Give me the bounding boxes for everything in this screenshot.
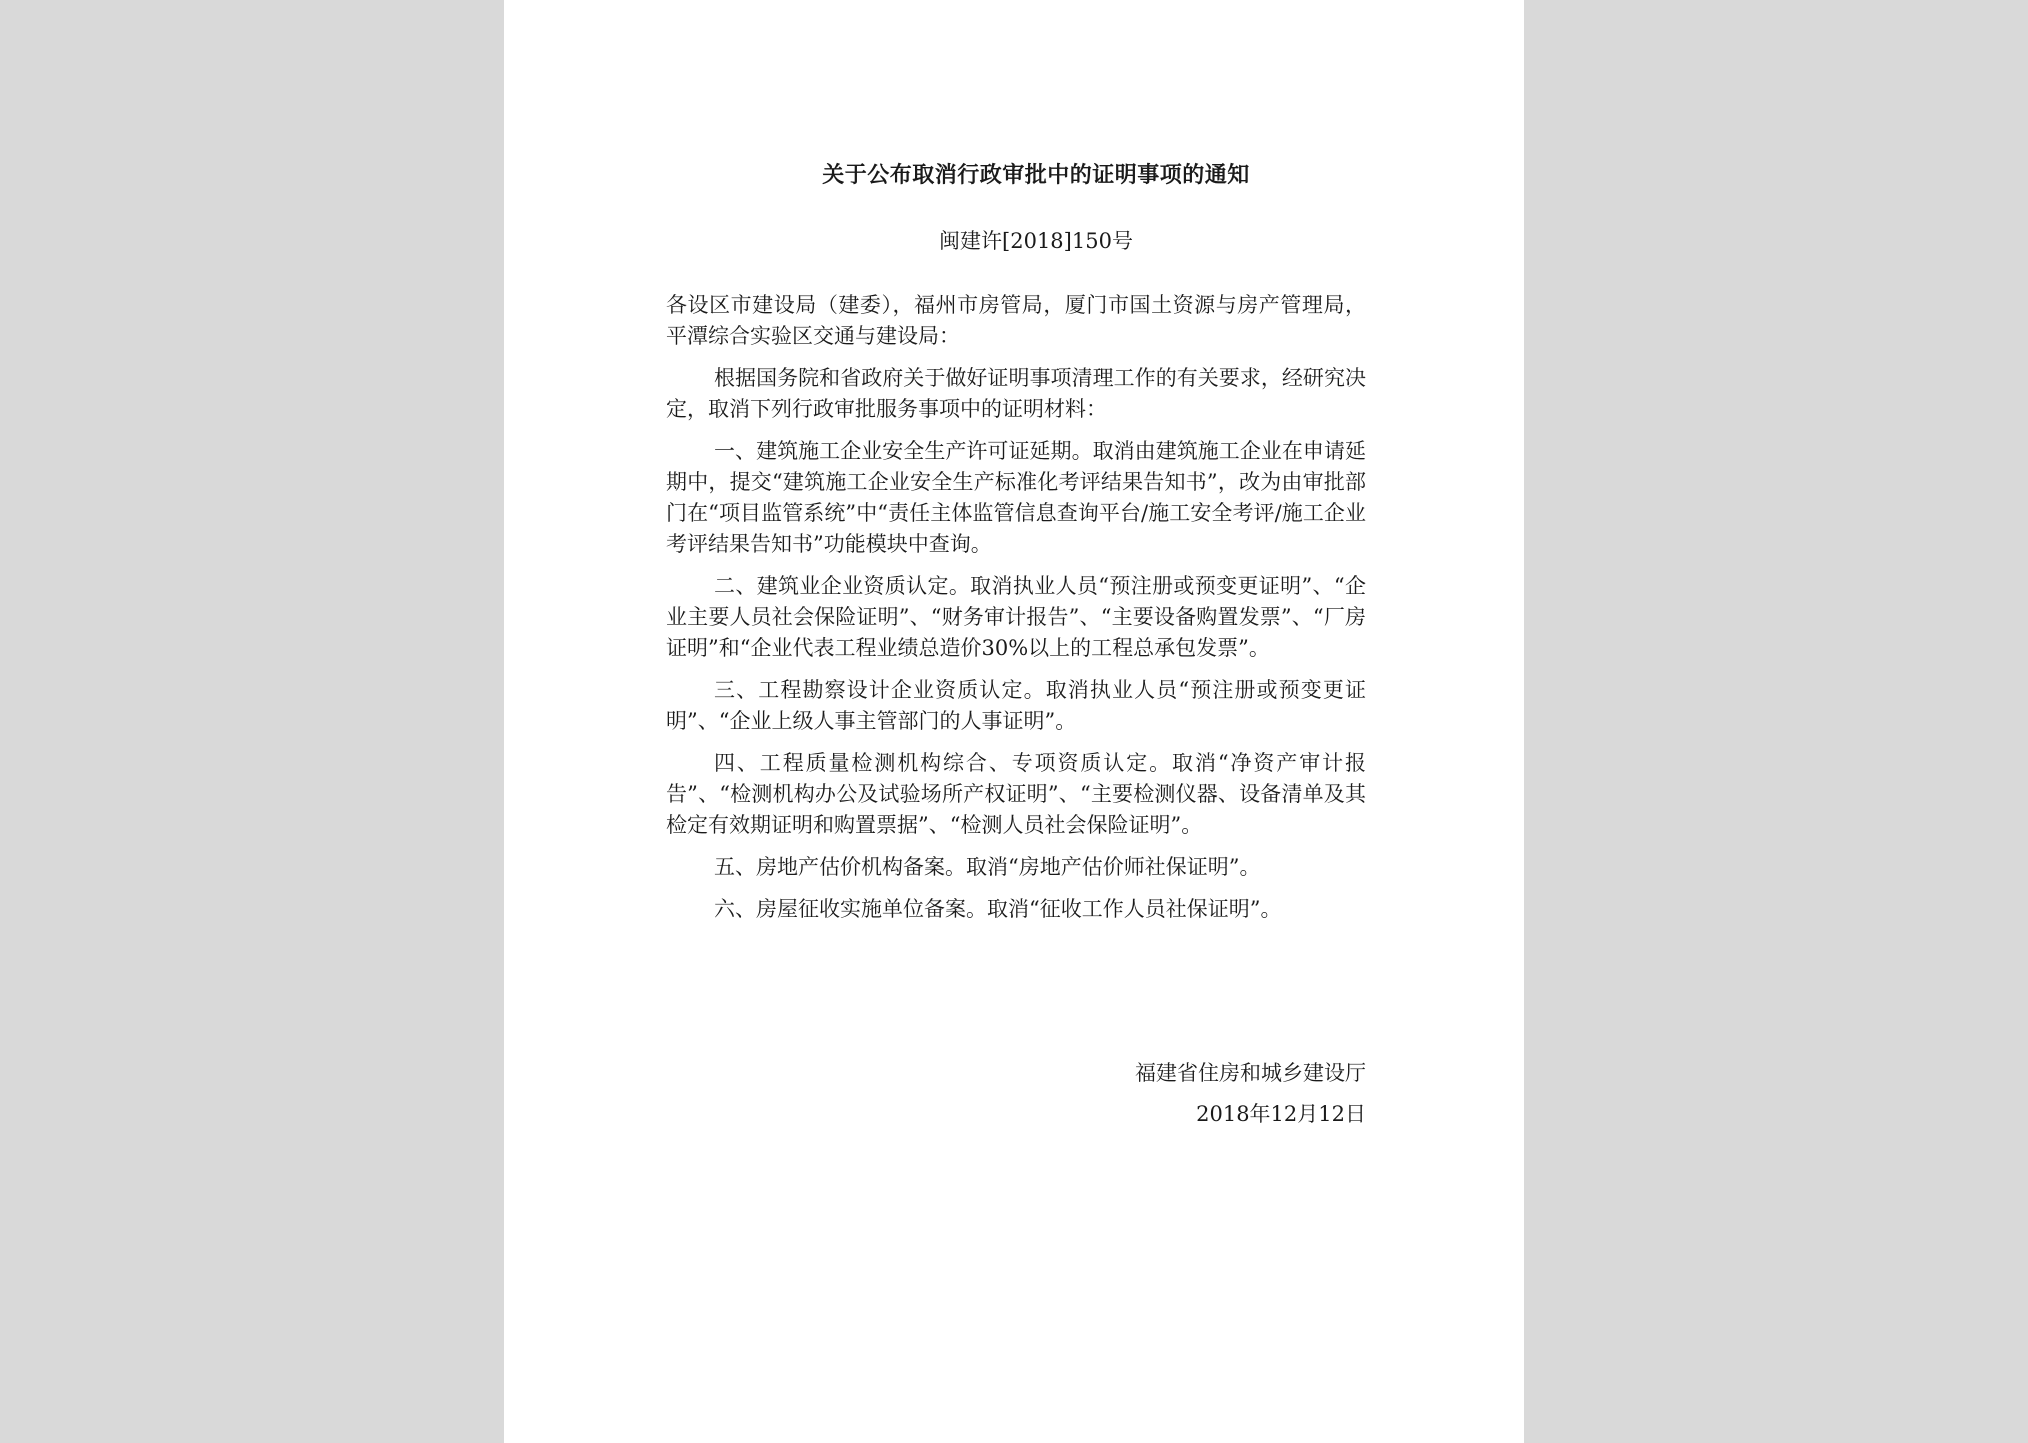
document-body (666, 290, 1366, 936)
document-page (504, 0, 1524, 1443)
item-paragraph: 六、房屋征收实施单位备案。取消“征收工作人员社保证明”。 (714, 897, 1282, 921)
item-paragraph: 五、房地产估价机构备案。取消“房地产估价师社保证明”。 (714, 855, 1261, 879)
item-paragraph: 二、建筑业企业资质认定。取消执业人员“预注册或预变更证明”、“企业主要人员社会保险证明”、“财务审计报告”、“主要设备购置发票”、“厂房证明”和“企业代表工程业绩总造价30%以上的工程总承包发票”。 (666, 574, 1366, 660)
addressee: 各设区市建设局（建委），福州市房管局，厦门市国土资源与房产管理局，平潭综合实验区交通与建设局： (666, 293, 1366, 348)
item-paragraph: 三、工程勘察设计企业资质认定。取消执业人员“预注册或预变更证明”、“企业上级人事主管部门的人事证明”。 (666, 678, 1366, 733)
signature-date: 2018年12月12日 (1196, 1102, 1366, 1126)
item-paragraph: 四、工程质量检测机构综合、专项资质认定。取消“净资产审计报告”、“检测机构办公及试验场所产权证明”、“主要检测仪器、设备清单及其检定有效期证明和购置票据”、“检测人员社会保险证明”。 (666, 751, 1366, 837)
intro-paragraph: 根据国务院和省政府关于做好证明事项清理工作的有关要求，经研究决定，取消下列行政审批服务事项中的证明材料： (666, 366, 1366, 421)
document-title: 关于公布取消行政审批中的证明事项的通知 (822, 162, 1250, 188)
item-paragraph: 一、建筑施工企业安全生产许可证延期。取消由建筑施工企业在申请延期中，提交“建筑施工企业安全生产标准化考评结果告知书”，改为由审批部门在“项目监管系统”中“责任主体监管信息查询平台/施工安全考评/施工企业考评结果告知书”功能模块中查询。 (666, 439, 1366, 556)
document-number: 闽建许[2018]150号 (939, 229, 1133, 253)
signature-organization: 福建省住房和城乡建设厅 (1135, 1061, 1366, 1085)
